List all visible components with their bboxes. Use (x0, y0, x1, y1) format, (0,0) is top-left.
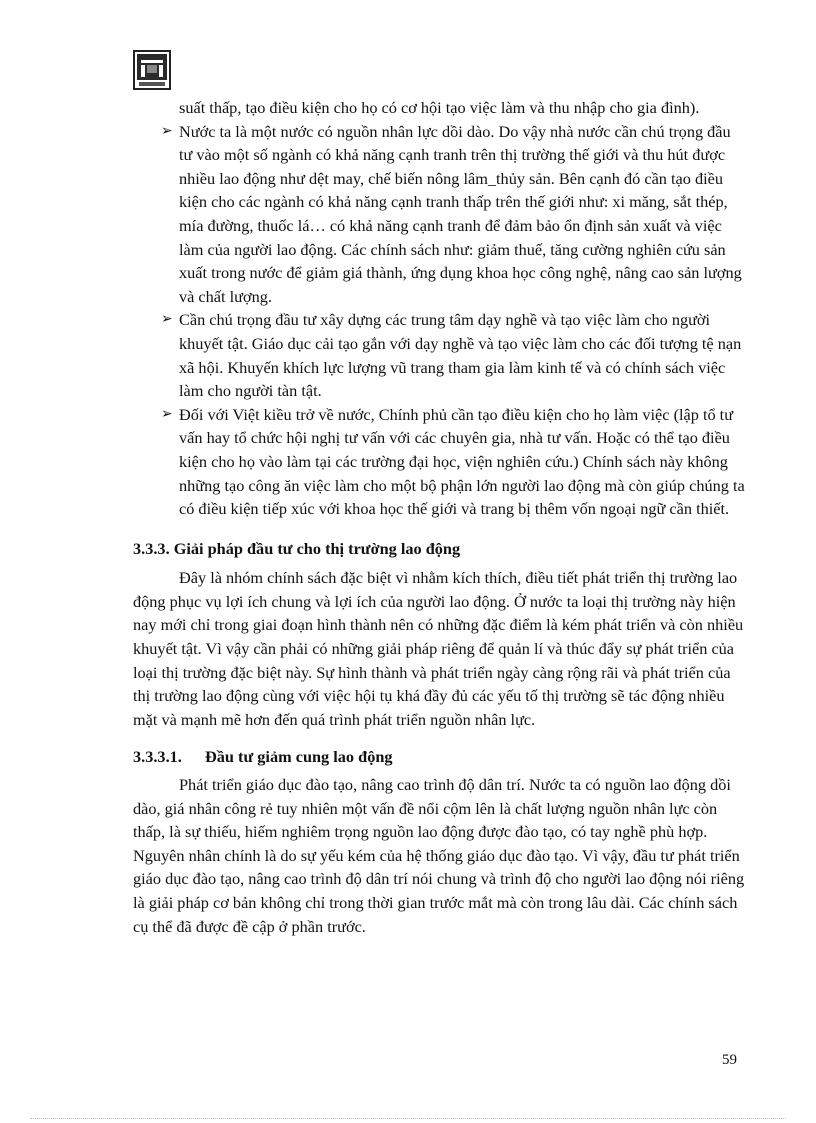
subsection-title: Đầu tư giảm cung lao động (205, 747, 393, 767)
subsection-number: 3.3.3.1. (133, 747, 182, 767)
page-number: 59 (722, 1052, 737, 1068)
bullet-text: Cần chú trọng đầu tư xây dựng các trung tâm dạy nghề và tạo việc làm cho người khuyết tật. Giáo dục cải tạo gắn với dạy nghề và tạo việc làm cho các đối tượng tệ nạn xã hội. Khuyến khích lực lượng vũ trang tham gia làm kinh tế và có chính sách việc làm cho người tàn tật. (179, 310, 742, 401)
bullet-item (133, 120, 745, 309)
arrow-bullet-icon: ➢ (161, 123, 173, 139)
continuation-paragraph: suất thấp, tạo điều kiện cho họ có cơ hội tạo việc làm và thu nhập cho gia đình). (179, 98, 700, 117)
book-logo-icon (133, 50, 171, 90)
bullet-item (133, 403, 745, 521)
subsection-heading (133, 745, 745, 769)
footer-divider (30, 1118, 786, 1119)
arrow-bullet-icon: ➢ (161, 312, 173, 328)
section-paragraph: Đây là nhóm chính sách đặc biệt vì nhằm kích thích, điều tiết phát triển thị trường lao động phục vụ lợi ích chung và lợi ích của người lao động. Ở nước ta loại thị trường này hiện nay mới chỉ trong giai đoạn hình thành nên có những đặc điểm là kém phát triển và còn nhiều khuyết tật. Vì vậy cần phải có những giải pháp riêng để quản lí và thúc đẩy sự phát triển của loại thị trường đặc biệt này. Sự hình thành và phát triển ngày càng rộng rãi và phát triển của thị trường lao động cùng với việc hội tụ khá đầy đủ các yếu tố thị trường sẽ tác động nhiều mặt và mạnh mẽ hơn đến quá trình phát triển nguồn nhân lực. (133, 568, 744, 729)
document-body (133, 96, 745, 938)
subsection-paragraph: Phát triển giáo dục đào tạo, nâng cao trình độ dân trí. Nước ta có nguồn lao động dồi dào, giá nhân công rẻ tuy nhiên một vấn đề nổi cộm lên là chất lượng nguồn nhân lực còn thấp, là sự thiếu, hiếm nghiêm trọng nguồn lao động được đào tạo, có tay nghề phù hợp. Nguyên nhân chính là do sự yếu kém của hệ thống giáo dục đào tạo. Vì vậy, đầu tư phát triển giáo dục đào tạo, nâng cao trình độ dân trí nói chung và trình độ cho người lao động nói riêng là giải pháp cơ bản không chỉ trong thời gian trước mắt mà còn trong lâu dài. Các chính sách cụ thể đã được đề cập ở phần trước. (133, 775, 745, 936)
arrow-bullet-icon: ➢ (161, 406, 173, 422)
section-heading: 3.3.3. Giải pháp đầu tư cho thị trường lao động (133, 538, 461, 558)
bullet-item (133, 308, 745, 402)
bullet-text: Đối với Việt kiều trở về nước, Chính phủ cần tạo điều kiện cho họ làm việc (lập tổ tư vấn hay tổ chức hội nghị tư vấn với các chuyên gia, nhà tư vấn. Hoặc có thể tạo điều kiện cho họ vào làm tại các trường đại học, viện nghiên cứu.) Chính sách này không những tạo công ăn việc làm cho một bộ phận lớn người lao động mà còn giúp chúng ta có điều kiện tiếp xúc với khoa học thế giới và trang bị thêm vốn ngoại ngữ cần thiết. (179, 404, 745, 519)
bullet-text: Nước ta là một nước có nguồn nhân lực dồi dào. Do vậy nhà nước cần chú trọng đầu tư vào một số ngành có khả năng cạnh tranh trên thị trường thế giới và thu hút được nhiều lao động như dệt may, chế biến nông lâm_thủy sản. Bên cạnh đó cần tạo điều kiện cho các ngành có khả năng cạnh tranh thấp trên thế giới như: xi măng, sắt thép, mía đường, thuốc lá… có khả năng cạnh tranh để đảm bảo ổn định sản xuất và việc làm của người lao động. Các chính sách như: giảm thuế, tăng cường nghiên cứu sản xuất trong nước để giảm giá thành, ứng dụng khoa học công nghệ, nâng cao sản lượng và chất lượng. (179, 121, 742, 306)
